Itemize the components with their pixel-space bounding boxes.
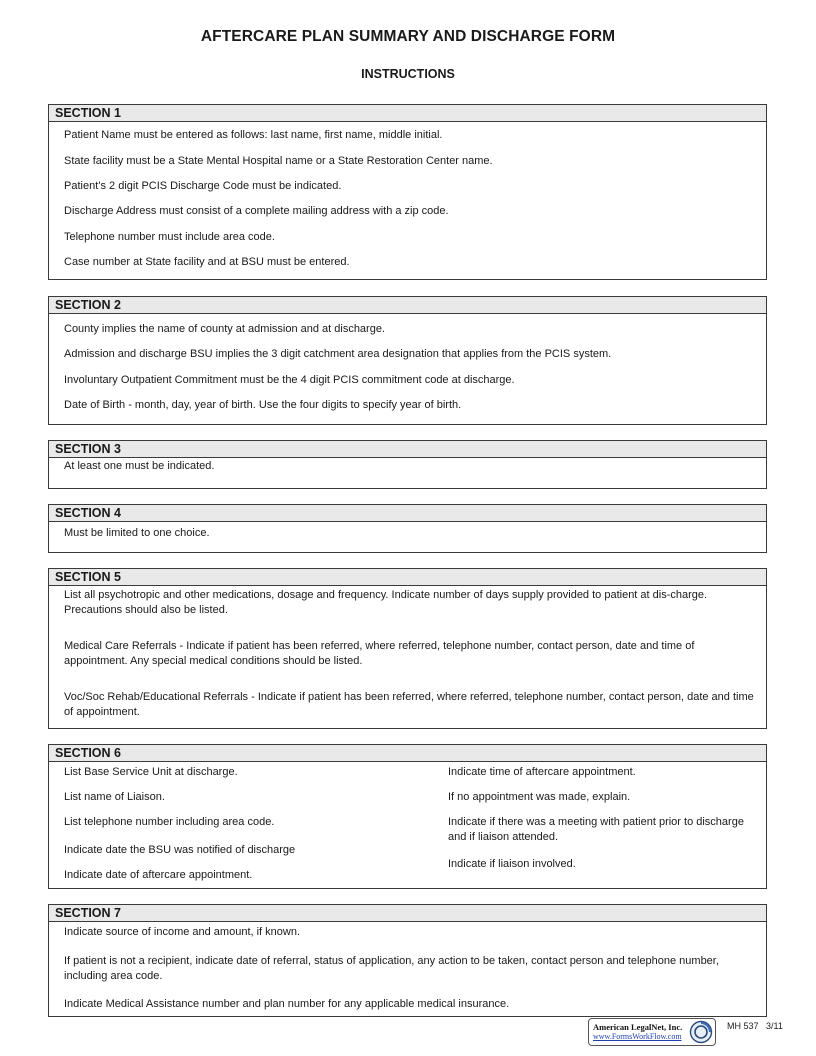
section-5: [48, 568, 767, 729]
section-heading: SECTION 3: [49, 441, 766, 458]
instruction-line: Indicate source of income and amount, if known.: [64, 926, 301, 938]
instruction-line: County implies the name of county at admission and at discharge.: [64, 323, 386, 335]
instruction-line: At least one must be indicated.: [64, 460, 215, 472]
form-number-text: MH 537: [727, 1021, 759, 1031]
instructions-heading: INSTRUCTIONS: [361, 67, 455, 81]
instruction-line: List name of Liaison.: [64, 791, 165, 803]
section-heading: SECTION 7: [49, 905, 766, 922]
instruction-line: Must be limited to one choice.: [64, 527, 210, 539]
publisher-name: American LegalNet, Inc.: [593, 1022, 683, 1032]
instruction-line: Indicate time of aftercare appointment.: [448, 766, 636, 778]
section-heading: SECTION 5: [49, 569, 766, 586]
page-title: AFTERCARE PLAN SUMMARY AND DISCHARGE FORM: [200, 28, 616, 45]
instruction-line: If patient is not a recipient, indicate date of referral, status of application, any action to be taken, contact person and telephone number, including area code.: [64, 955, 719, 982]
instruction-line: State facility must be a State Mental Hospital name or a State Restoration Center name.: [64, 155, 493, 167]
instruction-line: Voc/Soc Rehab/Educational Referrals - Indicate if patient has been referred, where referred, telephone number, contact person, date and time of appointment.: [64, 691, 754, 718]
instruction-line: List telephone number including area code.: [64, 816, 275, 828]
instruction-line: Case number at State facility and at BSU must be entered.: [64, 256, 350, 268]
section-2: [48, 296, 767, 425]
instruction-line: Discharge Address must consist of a complete mailing address with a zip code.: [64, 205, 449, 217]
instruction-line: Telephone number must include area code.: [64, 231, 275, 243]
globe-arrow-icon: [689, 1020, 713, 1044]
instruction-line: If no appointment was made, explain.: [448, 791, 631, 803]
instruction-line: Date of Birth - month, day, year of birth. Use the four digits to specify year of birth.: [64, 399, 462, 411]
instruction-line: Involuntary Outpatient Commitment must be the 4 digit PCIS commitment code at discharge.: [64, 374, 515, 386]
section-6: [48, 744, 767, 889]
instruction-line: Indicate date the BSU was notified of discharge: [64, 844, 296, 856]
instruction-line: Indicate Medical Assistance number and plan number for any applicable medical insurance.: [64, 998, 510, 1010]
section-heading: SECTION 6: [49, 745, 766, 762]
section-heading: SECTION 1: [49, 105, 766, 122]
section-3: [48, 440, 767, 489]
instruction-line: Patient Name must be entered as follows: last name, first name, middle initial.: [64, 129, 443, 141]
instruction-line: Patient’s 2 digit PCIS Discharge Code must be indicated.: [64, 180, 342, 192]
instruction-line: Indicate if there was a meeting with patient prior to discharge and if liaison attended.: [448, 816, 744, 843]
instruction-line: List Base Service Unit at discharge.: [64, 766, 238, 778]
instruction-line: Indicate date of aftercare appointment.: [64, 869, 253, 881]
section-heading: SECTION 4: [49, 505, 766, 522]
section-7: [48, 904, 767, 1017]
instruction-line: List all psychotropic and other medications, dosage and frequency. Indicate number of days supply provided to patient at dis-charge. Precautions should also be listed.: [64, 589, 708, 616]
revision-date: 3/11: [766, 1021, 783, 1031]
section-4: [48, 504, 767, 553]
instruction-line: Admission and discharge BSU implies the 3 digit catchment area designation that applies from the PCIS system.: [64, 348, 612, 360]
publisher-url[interactable]: www.FormsWorkFlow.com: [593, 1032, 682, 1041]
instruction-line: Indicate if liaison involved.: [448, 858, 576, 870]
section-1: [48, 104, 767, 280]
section-heading: SECTION 2: [49, 297, 766, 314]
form-number: [727, 1021, 783, 1031]
publisher-logo[interactable]: [588, 1018, 716, 1046]
instruction-line: Medical Care Referrals - Indicate if patient has been referred, where referred, telephone number, contact person, date and time of appointment. Any special medical conditions should be listed.: [64, 640, 695, 667]
